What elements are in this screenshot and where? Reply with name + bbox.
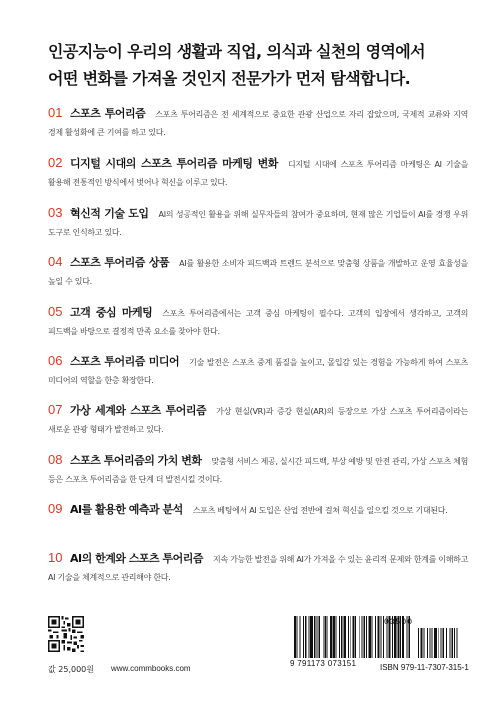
chapter-description: 스포츠 투어리즘은 전 세계적으로 중요한 관광 산업으로 자리 잡았으며, 국제적 교류와 지역 경제 활성화에 큰 기여를 하고 있다. (48, 110, 468, 137)
chapter-item (48, 451, 468, 489)
chapter-description: 기술 발전은 스포츠 중계 품질을 높이고, 몰입감 있는 경험을 가능하게 하여 스포츠 미디어의 역할을 한층 확장한다. (48, 358, 468, 385)
chapter-title: 스포츠 투어리즘 미디어 (70, 355, 180, 368)
qr-code-icon (48, 616, 84, 652)
isbn-text: ISBN 979-11-7307-315-1 (380, 663, 469, 672)
chapter-description: AI의 성공적인 활용을 위해 실무자들의 참여가 중요하며, 현재 많은 기업들이 AI를 경쟁 우위 도구로 인식하고 있다. (48, 210, 468, 237)
chapter-number: 05 (48, 304, 63, 319)
publisher-url: www.commbooks.com (111, 664, 191, 673)
chapter-item (48, 352, 468, 390)
chapter-description: AI를 활용한 소비자 피드백과 트렌드 분석으로 맞춤형 상품을 개발하고 운영 효율성을 높일 수 있다. (48, 259, 468, 286)
chapter-item (48, 303, 468, 341)
chapter-number: 03 (48, 205, 63, 220)
chapter-title: 혁신적 기술 도입 (70, 207, 149, 220)
chapter-item (48, 549, 468, 587)
chapter-title: 스포츠 투어리즘의 가치 변화 (70, 454, 202, 467)
chapter-description: 맞춤형 서비스 제공, 실시간 피드백, 부상 예방 및 안전 관리, 가상 스포츠 체험 등은 스포츠 투어리즘을 한 단계 더 발전시킬 것이다. (48, 457, 469, 484)
chapter-title: AI를 활용한 예측과 분석 (70, 503, 183, 516)
chapter-title: 스포츠 투어리즘 상품 (70, 256, 170, 269)
chapter-description: 지속 가능한 발전을 위해 AI가 가져올 수 있는 윤리적 문제와 한계를 이해하고 AI 기술을 체계적으로 관리해야 한다. (48, 555, 468, 582)
chapter-number: 07 (48, 402, 63, 417)
addon-code: 03500 (384, 618, 414, 627)
chapter-description: 스포츠 투어리즘에서는 고객 중심 마케팅이 필수다. 고객의 입장에서 생각하고, 고객의 피드백을 바탕으로 결정적 만족 요소를 찾아야 한다. (48, 309, 468, 336)
chapter-item (48, 401, 468, 439)
chapter-description: 디지털 시대에 스포츠 투어리즘 마케팅은 AI 기술을 활용해 전통적인 방식에서 벗어나 혁신을 이루고 있다. (48, 160, 469, 187)
chapter-item (48, 253, 468, 291)
isbn-digits: 9 791173 073151 (290, 659, 357, 668)
chapter-title: AI의 한계와 스포츠 투어리즘 (70, 552, 204, 565)
chapter-number: 09 (48, 501, 63, 516)
chapter-number: 02 (48, 155, 63, 170)
chapter-number: 10 (48, 550, 63, 565)
chapter-item (48, 154, 468, 192)
intro-headline (48, 38, 468, 92)
chapter-item (48, 500, 468, 520)
chapter-title: 스포츠 투어리즘 (70, 107, 146, 120)
chapter-number: 06 (48, 353, 63, 368)
chapter-number: 04 (48, 254, 63, 269)
intro-line-2: 어떤 변화를 가져올 것인지 전문가가 먼저 탐색합니다. (48, 69, 411, 88)
chapter-number: 08 (48, 452, 63, 467)
chapter-number: 01 (48, 105, 63, 120)
chapter-title: 디지털 시대의 스포츠 투어리즘 마케팅 변화 (70, 157, 278, 170)
chapter-item (48, 104, 468, 142)
chapter-description: 스포츠 베팅에서 AI 도입은 산업 전반에 걸쳐 혁신을 일으킬 것으로 기대된다. (192, 506, 448, 515)
chapter-title: 가상 세계와 스포츠 투어리즘 (70, 404, 207, 417)
chapter-item (48, 204, 468, 242)
chapter-description: 가상 현실(VR)과 증강 현실(AR)의 등장으로 가상 스포츠 투어리즘이라는 새로운 관광 형태가 발전하고 있다. (48, 407, 468, 434)
price-label: 값 25,000원 (48, 665, 94, 674)
chapter-title: 고객 중심 마케팅 (70, 306, 153, 319)
intro-line-1: 인공지능이 우리의 생활과 직업, 의식과 실천의 영역에서 (48, 42, 425, 61)
